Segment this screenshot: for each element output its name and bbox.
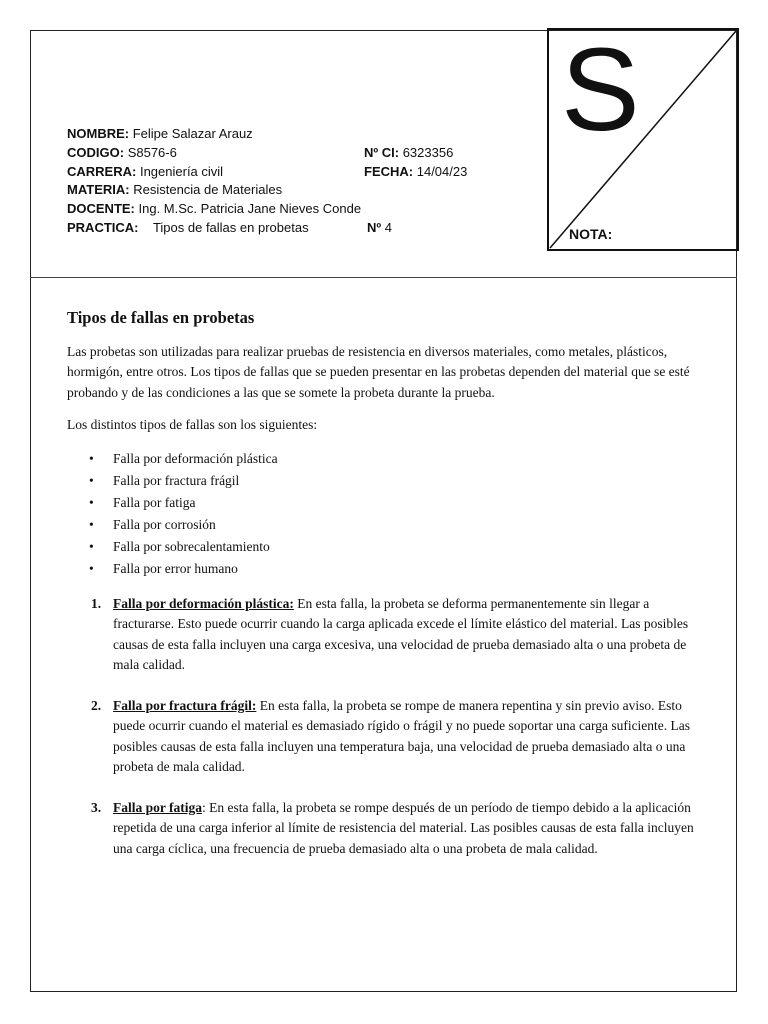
- ci-value: 6323356: [402, 144, 454, 160]
- section-number: 3.: [91, 799, 102, 815]
- list-item: • Falla por error humano: [113, 558, 703, 580]
- materia-label: MATERIA:: [67, 182, 130, 198]
- list-item: • Falla por deformación plástica: [113, 448, 703, 470]
- document-body: [67, 308, 703, 879]
- section-term: Falla por fatiga: [113, 799, 202, 815]
- practica-value: Tipos de fallas en probetas: [152, 219, 309, 235]
- materia-value: Resistencia de Materiales: [133, 182, 283, 198]
- materia-row: [67, 181, 361, 200]
- section-item: [91, 696, 703, 778]
- grade-box: [547, 24, 739, 251]
- carrera-label: CARRERA:: [67, 163, 137, 179]
- grade-label: NOTA:: [569, 226, 613, 242]
- fecha-field: [364, 163, 467, 182]
- document-title: Tipos de fallas en probetas: [67, 308, 255, 327]
- ci-field: [364, 144, 453, 163]
- codigo-row: [67, 144, 454, 163]
- section-number: 1.: [91, 595, 102, 611]
- numero-field: [367, 219, 392, 238]
- carrera-value: Ingeniería civil: [139, 163, 224, 179]
- section-item: [91, 594, 703, 676]
- codigo-label: CODIGO:: [67, 144, 125, 160]
- failure-sections: [67, 594, 703, 860]
- list-item: • Falla por fatiga: [113, 492, 703, 514]
- section-text: En esta falla, la probeta se rompe de manera repentina y sin previo aviso. Esto puede ocurrir cuando el material es demasiado rígido o frágil y no puede soportar una carga suficiente. Las posibles causas de esta falla incluyen una temperatura baja, una velocidad de prueba demasiado alta o una probeta de mala calidad.: [113, 697, 691, 774]
- intro-paragraph: Las probetas son utilizadas para realizar pruebas de resistencia en diversos materiales, como metales, plásticos, hormigón, entre otros. Los tipos de fallas que se pueden presentar en las probetas dependen del material que se esté probando y de las condiciones a las que se somete la probeta durante la prueba.: [67, 343, 690, 400]
- codigo-value: S8576-6: [127, 144, 177, 160]
- numero-label: Nº: [367, 219, 382, 235]
- section-number: 2.: [91, 697, 102, 713]
- practica-label: PRACTICA:: [67, 219, 139, 235]
- nombre-label: NOMBRE:: [67, 126, 130, 141]
- list-intro: Los distintos tipos de fallas son los siguientes:: [67, 417, 318, 432]
- docente-value: Ing. M.Sc. Patricia Jane Nieves Conde: [138, 201, 362, 217]
- failure-types-list: [67, 448, 703, 580]
- docente-label: DOCENTE:: [67, 201, 135, 217]
- student-info-block: [67, 125, 468, 238]
- list-item: • Falla por corrosión: [113, 514, 703, 536]
- numero-value: 4: [384, 219, 392, 235]
- ci-label: Nº CI:: [364, 144, 400, 160]
- grade-letter: S: [561, 24, 640, 156]
- nombre-row: [67, 125, 361, 144]
- carrera-row: [67, 163, 468, 182]
- section-text: En esta falla, la probeta se deforma permanentemente sin llegar a fracturarse. Esto puede ocurrir cuando la carga aplicada excede el límite elástico del material. Las posibles causas de esta falla incluyen una carga excesiva, una velocidad de prueba demasiado alta o una probeta de mala calidad.: [113, 595, 689, 672]
- docente-row: [67, 200, 361, 219]
- practica-row: [67, 219, 392, 238]
- nombre-value: Felipe Salazar Arauz: [132, 126, 253, 141]
- section-text: : En esta falla, la probeta se rompe después de un período de tiempo debido a la aplicación repetida de una carga inferior al límite de resistencia del material. Las posibles causas de esta falla incluyen una carga cíclica, una frecuencia de prueba demasiado alta o una probeta de mala calidad.: [113, 799, 694, 856]
- list-item: • Falla por sobrecalentamiento: [113, 536, 703, 558]
- section-term: Falla por fractura frágil:: [113, 697, 257, 713]
- section-term: Falla por deformación plástica:: [113, 595, 294, 611]
- list-item: • Falla por fractura frágil: [113, 470, 703, 492]
- fecha-label: FECHA:: [364, 163, 414, 179]
- section-item: [91, 798, 703, 860]
- header-divider: [30, 277, 737, 278]
- fecha-value: 14/04/23: [416, 163, 468, 179]
